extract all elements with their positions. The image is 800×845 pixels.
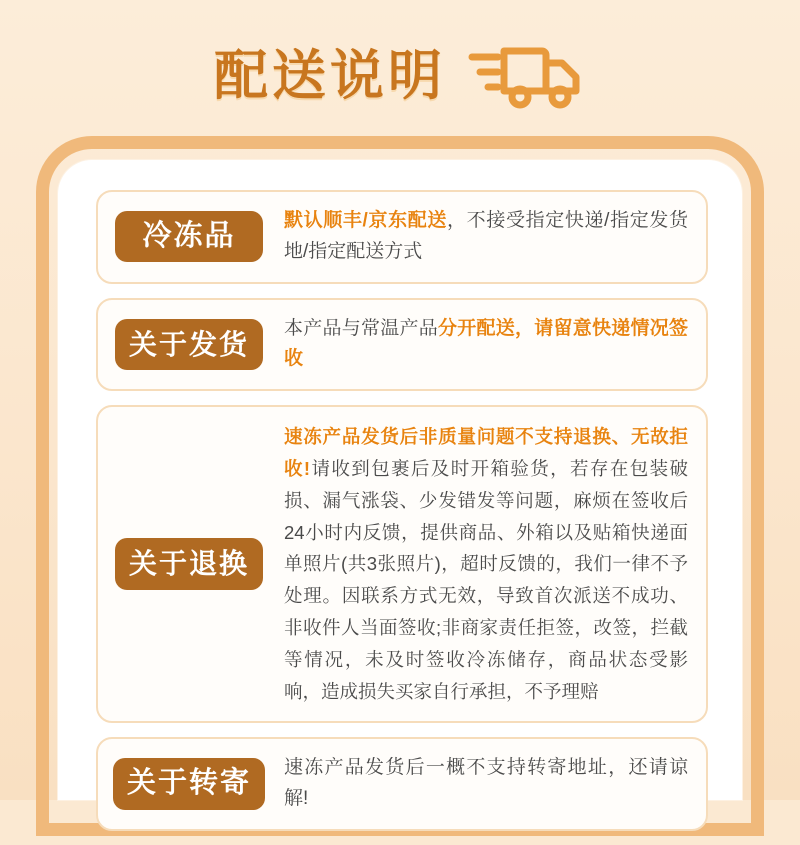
row-label-wrap (98, 538, 280, 590)
row-label-line-2: 退换 (189, 548, 250, 580)
row-label-wrap (98, 758, 280, 809)
row-text-plain: 本产品与常温产品 (284, 317, 438, 339)
row-body-frozen (280, 202, 706, 272)
row-label-frozen: 冷冻品 (115, 211, 263, 262)
info-row-forwarding (96, 737, 708, 831)
row-text-plain: ，不接受指定快递/指定发货地/指定配送方式 (284, 210, 689, 262)
row-label-line-2: 发货 (189, 328, 250, 360)
row-text-emphasis: 默认顺丰/京东配送 (284, 210, 448, 231)
row-label-returns (115, 538, 263, 590)
row-label-wrap (98, 211, 280, 262)
info-rows (96, 190, 708, 845)
info-row-shipping (96, 298, 708, 392)
delivery-truck-icon (468, 35, 586, 118)
page-title: 配送说明 (214, 46, 446, 106)
row-body-shipping (280, 310, 706, 380)
row-label-shipping (115, 319, 263, 371)
page-header (0, 26, 800, 126)
row-text-emphasis: 速冻产品发货后非质量问题不支持退换、无故拒收! (284, 426, 688, 479)
row-label-forwarding: 关于转寄 (113, 758, 265, 809)
row-body-forwarding (280, 749, 706, 819)
row-text-plain: 速冻产品发货后一概不支持转寄地址，还请谅解! (284, 757, 688, 810)
info-row-returns (96, 405, 708, 723)
row-label-line-1: 关于 (128, 548, 189, 580)
row-label-wrap (98, 319, 280, 371)
info-row-frozen (96, 190, 708, 284)
row-text-emphasis: 分开配送，请留意快递情况签收 (284, 317, 688, 370)
row-label-line-1: 关于 (128, 328, 189, 360)
row-body-returns (280, 417, 706, 711)
row-text-plain: 请收到包裹后及时开箱验货，若存在包装破损、漏气涨袋、少发错发等问题，麻烦在签收后24小时内反馈，提供商品、外箱以及贴箱快递面单照片(共3张照片)，超时反馈的，我们一律不予处理。因联系方式无效，导致首次派送不成功、非收件人当面签收;非商家责任拒签，改签，拦截等情况，未及时签收冷冻储存，商品状态受影响，造成损失买家自行承担，不予理赔 (284, 457, 688, 702)
